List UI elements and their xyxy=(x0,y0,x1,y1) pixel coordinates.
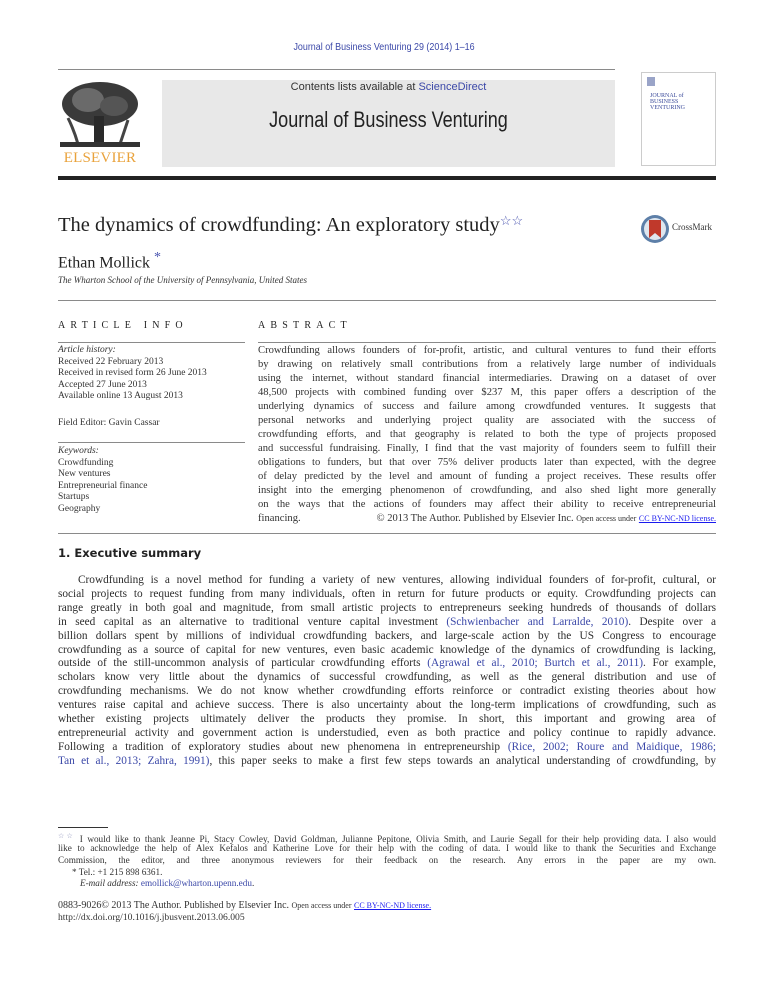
footnote-line xyxy=(58,854,716,866)
body-line xyxy=(58,699,716,713)
open-access-text: Open access under xyxy=(291,901,352,910)
abstract-bottom-divider xyxy=(58,533,716,534)
keyword: Startups xyxy=(58,492,90,503)
body-text: Following a tradition of exploratory studies about new phenomena in entrepreneurship xyxy=(58,740,508,753)
author-footnote-mark[interactable]: * xyxy=(153,250,161,265)
body-text: ventures raise capital and achieve success. There is also uncertainty about the long-term implications of crowdfunding, such as xyxy=(58,699,716,712)
license-link[interactable]: CC BY-NC-ND license. xyxy=(354,901,432,910)
section-heading: 1. Executive summary xyxy=(58,546,202,560)
body-text: scholars know very little about the dynamics of successful crowdfunding, as well as the general distribution and use of xyxy=(58,671,716,684)
author-name[interactable]: Ethan Mollick xyxy=(58,254,150,272)
keywords-divider xyxy=(58,442,245,443)
field-editor: Field Editor: Gavin Cassar xyxy=(58,418,160,428)
keyword: Crowdfunding xyxy=(58,457,114,468)
body-text: , this paper seeks to make a first few steps towards an analytical understanding of crowdfunding, by xyxy=(209,754,716,767)
keyword: Geography xyxy=(58,503,101,514)
citation-link[interactable]: (Rice, 2002; Roure and Maidique, 1986; xyxy=(507,740,716,753)
footnote-text: I would like to thank Jeanne Pi, Stacy Cowley, David Goldman, Julianne Pepitone, Olivia Smith, and Laurie Segall for their help providing data. I also would xyxy=(79,834,716,845)
body-text: . Despite over a xyxy=(628,615,716,628)
footnote-line xyxy=(58,830,716,845)
abstract-line: and successful fundraising. Finally, I find that the vast majority of founders seem to fulfill their xyxy=(258,443,716,454)
abstract-line: by drawing on relatively small contributions from a relatively large number of individuals xyxy=(258,359,716,370)
email-footnote xyxy=(80,878,254,888)
title-footnote-mark[interactable]: ☆☆ xyxy=(499,213,524,228)
crossmark-button[interactable] xyxy=(640,214,720,244)
keyword: New ventures xyxy=(58,469,111,480)
body-line xyxy=(58,644,716,658)
abstract-copyright xyxy=(377,513,716,524)
license-link[interactable]: CC BY-NC-ND license. xyxy=(638,514,716,523)
elsevier-wordmark: ELSEVIER xyxy=(63,150,137,166)
abstract-line: on the ways that the actions of founders may affect their ability to receive entrepreneurial xyxy=(258,499,716,510)
tree-icon xyxy=(58,80,142,150)
abstract-line: underlying dynamics of success and failure among crowdfunded ventures. It suggests that xyxy=(258,401,716,412)
tel-mark: * xyxy=(72,867,77,877)
article-title-text: The dynamics of crowdfunding: An exploratory study xyxy=(58,214,500,236)
body-text: crowdfunding mechanisms. We do not know whether crowdfunding efforts reinforce or contradict existing theories about how xyxy=(58,685,716,698)
body-text: whether existing projects ultimately deliver the products they promise. In short, this important and growing area of xyxy=(58,713,716,725)
citation-link[interactable]: Tan et al., 2013; Zahra, 1991) xyxy=(58,754,210,767)
body-line xyxy=(58,713,716,727)
sciencedirect-link[interactable]: ScienceDirect xyxy=(418,81,487,93)
doi-link[interactable]: http://dx.doi.org/10.1016/j.jbusvent.2013.06.005 xyxy=(58,912,245,923)
abstract-heading: ABSTRACT xyxy=(258,320,352,331)
abstract-line: crowdfunding efforts, and that geography is related to both the type of projects proposed xyxy=(258,429,716,440)
star-footnote-mark: ☆☆ xyxy=(58,832,76,840)
keyword: Entrepreneurial finance xyxy=(58,480,148,491)
history-revised: Received in revised form 26 June 2013 xyxy=(58,368,207,379)
body-line xyxy=(58,588,716,602)
email-label: E-mail address: xyxy=(80,878,139,888)
body-line xyxy=(78,574,716,588)
body-line xyxy=(58,602,716,616)
email-suffix: . xyxy=(251,878,255,888)
body-text: entrepreneurial activity and government action is understudied, even as both practice and policy continue to rapidly advance. xyxy=(58,726,716,739)
abstract-line: personal networks and underlying project quality are associated with the success of xyxy=(258,415,716,426)
abstract-line: insight into the emerging phenomenon of crowdfunding, and also shed light more generally xyxy=(258,485,716,496)
body-line xyxy=(58,685,716,699)
author xyxy=(58,250,161,272)
keywords xyxy=(58,446,245,516)
body-text: crowdfunding as a source of capital for new ventures, even basic academic knowledge of the dynamics of crowdfunding is lacking, xyxy=(58,643,716,656)
article-title xyxy=(58,213,523,237)
abstract-divider xyxy=(258,342,716,343)
article-history xyxy=(58,345,245,403)
body-text: range greatly in both goal and magnitude, from small artistic projects to entrepreneurs seeking hundreds of thousands of dollars xyxy=(58,601,716,614)
body-line xyxy=(58,630,716,644)
journal-cover-thumbnail[interactable] xyxy=(641,72,716,166)
tel-text: Tel.: +1 215 898 6361. xyxy=(78,867,163,877)
body-line xyxy=(58,671,716,685)
citation-link[interactable]: (Schwienbacher and Larralde, 2010) xyxy=(446,615,629,628)
crossmark-label: CrossMark xyxy=(672,222,712,232)
body-line xyxy=(58,741,716,755)
body-text: Crowdfunding is a novel method for funding a variety of new ventures, allowing individual founders of for-profit, cultural, or xyxy=(78,574,716,586)
abstract-line: Crowdfunding allows founders of for-profit, artistic, and cultural ventures to fund their efforts xyxy=(258,345,716,356)
body-text: outside of the still-uncommon analysis of particular crowdfunding efforts xyxy=(58,657,428,670)
journal-reference[interactable] xyxy=(58,41,711,53)
footnote-text: Commission, the editor, and three anonymous reviewers for their feedback on the research. Any errors in the paper are my own. xyxy=(58,855,716,865)
crossmark-icon xyxy=(640,214,670,244)
telephone-footnote xyxy=(72,867,162,877)
cover-title: JOURNAL of BUSINESS VENTURING xyxy=(650,93,685,111)
email-link[interactable]: emollick@wharton.upenn.edu xyxy=(140,878,252,888)
title-divider xyxy=(58,300,716,301)
body-line xyxy=(58,755,716,769)
body-line xyxy=(58,727,716,741)
contents-list-note xyxy=(162,81,615,93)
keywords-label: Keywords: xyxy=(58,446,99,456)
history-label: Article history: xyxy=(58,345,116,355)
open-access-text: Open access under xyxy=(576,514,637,523)
issn-copyright-text: 0883-9026© 2013 The Author. Published by Elsevier Inc. xyxy=(58,900,290,911)
abstract-line: using the internet, without standard financial intermediaries. Drawing on a dataset of over xyxy=(258,373,716,384)
abstract-line: 48,500 projects with combined funding over $237 M, this paper offers a description of the xyxy=(258,387,716,398)
body-line xyxy=(58,616,716,630)
issn-copyright xyxy=(58,900,431,911)
abstract-line: obligations to funders, but that over 75% deliver products later than expected, with the degree xyxy=(258,457,716,468)
abstract-line: of delay predicted by the level and amount of funding a project receives. These results offer xyxy=(258,471,716,482)
history-accepted: Accepted 27 June 2013 xyxy=(58,379,147,390)
journal-reference-link[interactable]: Journal of Business Venturing 29 (2014) 1–16 xyxy=(293,41,475,53)
article-info-divider xyxy=(58,342,245,343)
body-text: social projects to request funding from many individuals, often in return for future products or equity. Crowdfunding projects can xyxy=(58,587,716,600)
footnote-line xyxy=(58,842,716,854)
body-text: . For example, xyxy=(643,657,717,670)
journal-title: Journal of Business Venturing xyxy=(269,107,508,132)
copyright-text: © 2013 The Author. Published by Elsevier Inc. xyxy=(376,513,574,524)
history-received: Received 22 February 2013 xyxy=(58,356,164,367)
citation-link[interactable]: (Agrawal et al., 2010; Burtch et al., 2011) xyxy=(427,657,644,670)
article-info-heading: ARTICLE INFO xyxy=(58,320,188,331)
abstract-line: financing. xyxy=(258,513,301,524)
footnote-text: like to acknowledge the help of Alex Kefalos and Katherine Love for their help with the coding of data. I would like to thank the Securities and Exchange xyxy=(58,843,716,853)
journal-banner xyxy=(162,80,615,167)
affiliation: The Wharton School of the University of Pennsylvania, United States xyxy=(58,275,307,285)
history-online: Available online 13 August 2013 xyxy=(58,391,183,402)
contents-prefix: Contents lists available at xyxy=(290,81,419,93)
cover-emblem-icon xyxy=(647,77,655,86)
body-text: in seed capital as an alternative to traditional venture capital investment xyxy=(58,615,447,628)
body-text: billion dollars spent by millions of individual crowdfunding backers, and large-scale action by the US Congress to encourage xyxy=(58,629,716,642)
body-line xyxy=(58,657,716,671)
elsevier-logo xyxy=(58,80,142,167)
header-divider xyxy=(58,69,615,70)
footnote-divider xyxy=(58,827,108,828)
header-thick-rule xyxy=(58,176,716,180)
